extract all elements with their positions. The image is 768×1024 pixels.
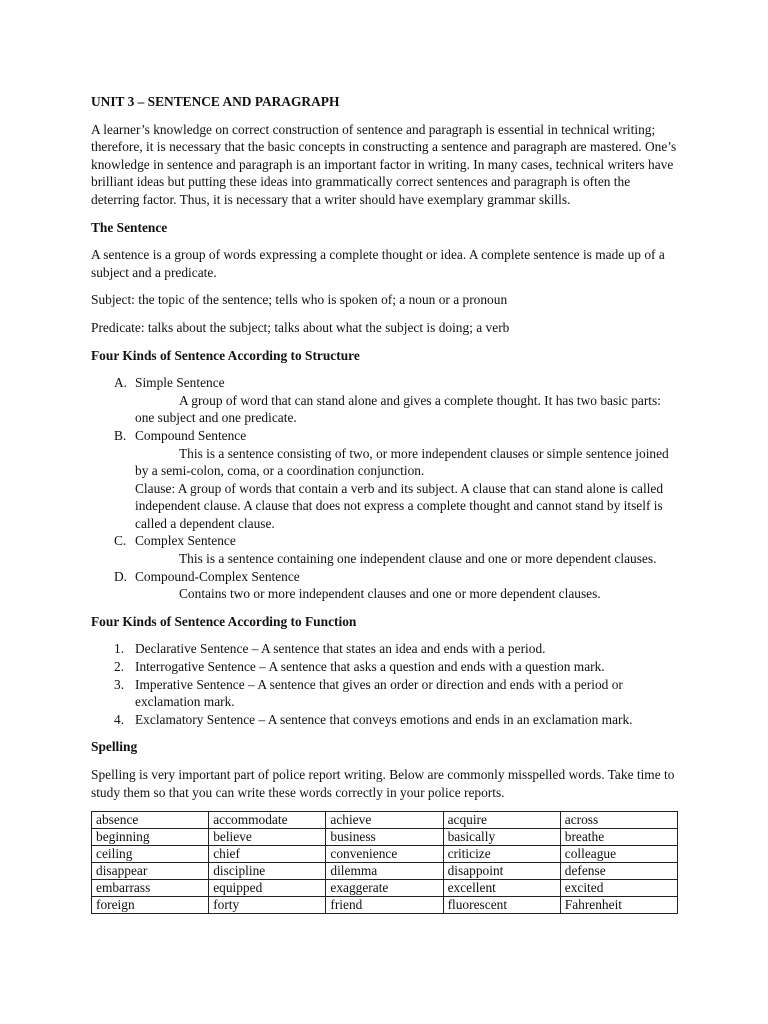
structure-item-complex (91, 532, 681, 567)
list-marker: 4. (114, 711, 125, 727)
list-marker: B. (114, 427, 127, 443)
function-item (91, 711, 681, 729)
table-cell: excellent (443, 880, 560, 897)
table-cell: exaggerate (326, 880, 443, 897)
structure-item-compound (91, 427, 681, 533)
table-cell: chief (209, 846, 326, 863)
structure-item-name: Simple Sentence (135, 375, 225, 391)
list-marker: 1. (114, 641, 125, 657)
list-marker: A. (114, 375, 128, 391)
table-cell: Fahrenheit (560, 897, 677, 914)
structure-item-name: Compound Sentence (135, 427, 247, 443)
page-title: UNIT 3 – SENTENCE AND PARAGRAPH (91, 94, 340, 109)
table-cell: disappoint (443, 863, 560, 880)
table-cell: criticize (443, 846, 560, 863)
table-cell: beginning (92, 829, 209, 846)
function-item-text: Exclamatory Sentence – A sentence that conveys emotions and ends in an exclamation mark. (135, 711, 633, 727)
list-marker: D. (114, 568, 128, 584)
function-item-text: Imperative Sentence – A sentence that gives an order or direction and ends with a period or exclamation mark. (135, 676, 623, 710)
table-cell: fluorescent (443, 897, 560, 914)
table-row (92, 829, 678, 846)
function-heading: Four Kinds of Sentence According to Function (91, 613, 357, 629)
table-cell: convenience (326, 846, 443, 863)
sentence-heading: The Sentence (91, 219, 168, 235)
structure-heading: Four Kinds of Sentence According to Structure (91, 347, 360, 363)
structure-item-name: Complex Sentence (135, 533, 236, 549)
structure-item-desc: A group of word that can stand alone and gives a complete thought. It has two basic parts: one subject and one predicate. (135, 392, 661, 426)
table-cell: absence (92, 812, 209, 829)
table-cell: forty (209, 897, 326, 914)
function-item (91, 676, 681, 711)
table-cell: dilemma (326, 863, 443, 880)
table-cell: achieve (326, 812, 443, 829)
table-cell: colleague (560, 846, 677, 863)
intro-paragraph: A learner’s knowledge on correct construction of sentence and paragraph is essential in technical writing; therefore, it is necessary that the basic concepts in constructing a sentence and paragraph are mastered. One’s knowledge in sentence and paragraph is an important factor in writing. In many cases, technical writers have brilliant ideas but putting these ideas into grammatically correct sentences and paragraph is often the deterring factor. Thus, it is necessary that a writer should have exemplary grammar skills. (91, 121, 677, 207)
table-cell: business (326, 829, 443, 846)
table-cell: basically (443, 829, 560, 846)
structure-item-desc: Contains two or more independent clauses and one or more dependent clauses. (179, 586, 601, 602)
table-row (92, 846, 678, 863)
spelling-heading: Spelling (91, 739, 138, 755)
structure-item-name: Compound-Complex Sentence (135, 568, 300, 584)
table-cell: breathe (560, 829, 677, 846)
table-row (92, 812, 678, 829)
function-item-text: Declarative Sentence – A sentence that states an idea and ends with a period. (135, 641, 546, 657)
function-item (91, 640, 681, 658)
function-list (91, 640, 681, 728)
sentence-definition: A sentence is a group of words expressing a complete thought or idea. A complete sentence is made up of a subject and a predicate. (91, 247, 665, 280)
list-marker: 3. (114, 676, 125, 692)
table-cell: believe (209, 829, 326, 846)
table-cell: discipline (209, 863, 326, 880)
table-cell: friend (326, 897, 443, 914)
structure-item-desc: This is a sentence consisting of two, or more independent clauses or simple sentence joined by a semi-colon, coma, or a coordination conjunction. (135, 445, 669, 479)
table-cell: foreign (92, 897, 209, 914)
structure-item-simple (91, 374, 681, 427)
table-cell: acquire (443, 812, 560, 829)
document-content (91, 93, 681, 914)
spelling-table (91, 811, 678, 914)
structure-item-compound-complex (91, 568, 681, 603)
predicate-definition: Predicate: talks about the subject; talks about what the subject is doing; a verb (91, 319, 510, 335)
clause-note: Clause: A group of words that contain a verb and its subject. A clause that can stand alone is called independent clause. A clause that does not express a complete thought and cannot stand by itself is called a dependent clause. (135, 480, 664, 531)
function-item (91, 658, 681, 676)
table-cell: disappear (92, 863, 209, 880)
table-cell: excited (560, 880, 677, 897)
table-cell: equipped (209, 880, 326, 897)
table-row (92, 880, 678, 897)
spelling-intro: Spelling is very important part of police report writing. Below are commonly misspelled words. Take time to study them so that you can write these words correctly in your police reports. (91, 767, 675, 800)
function-item-text: Interrogative Sentence – A sentence that asks a question and ends with a question mark. (135, 659, 605, 675)
table-cell: across (560, 812, 677, 829)
list-marker: 2. (114, 659, 125, 675)
table-cell: embarrass (92, 880, 209, 897)
subject-definition: Subject: the topic of the sentence; tells who is spoken of; a noun or a pronoun (91, 292, 508, 308)
structure-item-desc: This is a sentence containing one independent clause and one or more dependent clauses. (179, 551, 657, 567)
table-cell: accommodate (209, 812, 326, 829)
table-row (92, 897, 678, 914)
structure-list (91, 374, 681, 603)
table-cell: ceiling (92, 846, 209, 863)
table-cell: defense (560, 863, 677, 880)
table-row (92, 863, 678, 880)
list-marker: C. (114, 533, 127, 549)
